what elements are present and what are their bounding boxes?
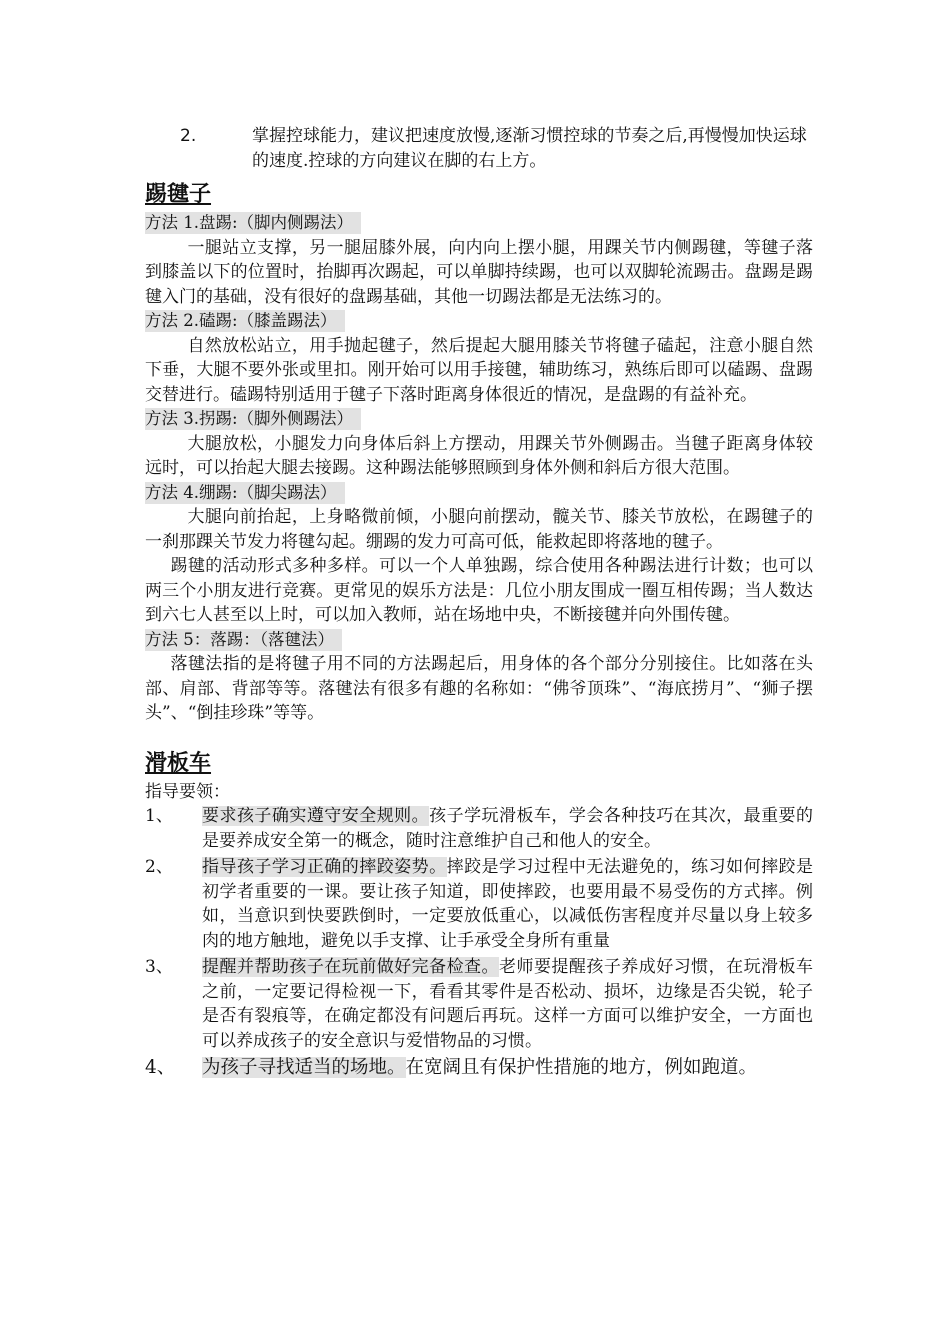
list-item-highlight: 提醒并帮助孩子在玩前做好完备检查。 — [202, 957, 499, 977]
list-item-text: 在宽阔且有保护性措施的地方，例如跑道。 — [405, 1057, 758, 1078]
scooter-list-item — [145, 1055, 813, 1081]
document-content — [145, 124, 813, 1083]
method-paragraph: 大腿放松，小腿发力向身体后斜上方摆动，用踝关节外侧踢击。当毽子距离身体较远时，可以抬起大腿去接踢。这种踢法能够照顾到身体外侧和斜后方很大范围。 — [145, 433, 813, 478]
method-1 — [145, 211, 813, 309]
list-item-body — [202, 1055, 813, 1081]
intro-list-item — [145, 124, 813, 173]
intro-item-text: 掌握控球能力，建议把速度放慢,逐渐习惯控球的节奏之后,再慢慢加快运球的速度.控球的方向建议在脚的右上方。 — [252, 126, 807, 171]
list-item-number: 3、 — [145, 957, 173, 977]
method-heading: 方法 3.拐踢:（脚外侧踢法） — [145, 408, 361, 430]
method-4 — [145, 481, 813, 555]
list-item-body — [202, 955, 813, 1053]
scooter-list-item — [145, 855, 813, 953]
activity-paragraph: 踢毽的活动形式多种多样。可以一个人单独踢，综合使用各种踢法进行计数；也可以两三个小朋友进行竞赛。更常见的娱乐方法是：几位小朋友围成一圈互相传踢；当人数达到六七人甚至以上时，可以加入教师，站在场地中央，不断接毽并向外围传毽。 — [145, 556, 813, 625]
list-item-number: 1、 — [145, 806, 173, 826]
scooter-list-item — [145, 955, 813, 1053]
section-title-scooter: 滑板车 — [145, 749, 212, 776]
method-3 — [145, 407, 813, 481]
list-item-body — [202, 855, 813, 953]
list-item-number: 4、 — [145, 1057, 176, 1078]
list-item-highlight: 指导孩子学习正确的摔跤姿势。 — [202, 857, 447, 877]
list-item-text: 老师要提醒孩子养成好习惯，在玩滑板车之前，一定要记得检视一下，看看其零件是否松动、损坏，边缘是否尖锐，轮子是否有裂痕等，在确定都没有问题后再玩。这样一方面可以维护安全，一方面也可以养成孩子的安全意识与爱惜物品的习惯。 — [202, 957, 813, 1051]
method-heading: 方法 4.绷踢:（脚尖踢法） — [145, 482, 345, 504]
list-item-highlight: 为孩子寻找适当的场地。 — [202, 1057, 406, 1078]
list-item-body — [202, 804, 813, 853]
section-spacer — [145, 726, 813, 750]
section-title-jianzi: 踢毽子 — [145, 181, 212, 207]
list-item-text: 摔跤是学习过程中无法避免的，练习如何摔跤是初学者重要的一课。要让孩子知道，即使摔跤，也要用最不易受伤的方式摔。例如，当意识到快要跌倒时，一定要放低重心，以减低伤害程度并尽量以身上较多肉的地方触地，避免以手支撑、让手承受全身所有重量 — [202, 857, 814, 951]
method-5 — [145, 628, 813, 726]
list-item-highlight: 要求孩子确实遵守安全规则。 — [202, 806, 430, 826]
list-item-text: 孩子学玩滑板车，学会各种技巧在其次，最重要的是要养成安全第一的概念，随时注意维护自己和他人的安全。 — [202, 806, 814, 851]
method-paragraph: 落毽法指的是将毽子用不同的方法踢起后，用身体的各个部分分别接住。比如落在头部、肩部、背部等等。落毽法有很多有趣的名称如：“佛爷顶珠”、“海底捞月”、“狮子摆头”、“倒挂珍珠”等等。 — [145, 654, 813, 723]
method-paragraph: 一腿站立支撑，另一腿屈膝外展，向内向上摆小腿，用踝关节内侧踢毽，等毽子落到膝盖以下的位置时，抬脚再次踢起，可以单脚持续踢，也可以双脚轮流踢击。盘踢是踢毽入门的基础，没有很好的盘踢基础，其他一切踢法都是无法练习的。 — [145, 237, 813, 307]
method-paragraph: 自然放松站立，用手抛起毽子，然后提起大腿用膝关节将毽子磕起，注意小腿自然下垂，大腿不要外张或里扣。刚开始可以用手接毽，辅助练习，熟练后即可以磕踢、盘踢交替进行。磕踢特别适用于毽子下落时距离身体很近的情况，是盘踢的有益补充。 — [145, 335, 813, 405]
list-item-number: 2、 — [145, 857, 173, 877]
guide-heading: 指导要领： — [145, 781, 230, 802]
intro-item-number: 2. — [180, 126, 197, 146]
method-2 — [145, 309, 813, 407]
method-heading: 方法 2.磕踢:（膝盖踢法） — [145, 310, 345, 332]
method-heading: 方法 1.盘踢:（脚内侧踢法） — [145, 212, 361, 234]
method-heading: 方法 5：落踢：（落毽法） — [145, 629, 342, 651]
method-paragraph: 大腿向前抬起，上身略微前倾，小腿向前摆动，髋关节、膝关节放松，在踢毽子的一刹那踝关节发力将毽勾起。绷踢的发力可高可低，能救起即将落地的毽子。 — [145, 507, 813, 552]
scooter-list-item — [145, 804, 813, 853]
